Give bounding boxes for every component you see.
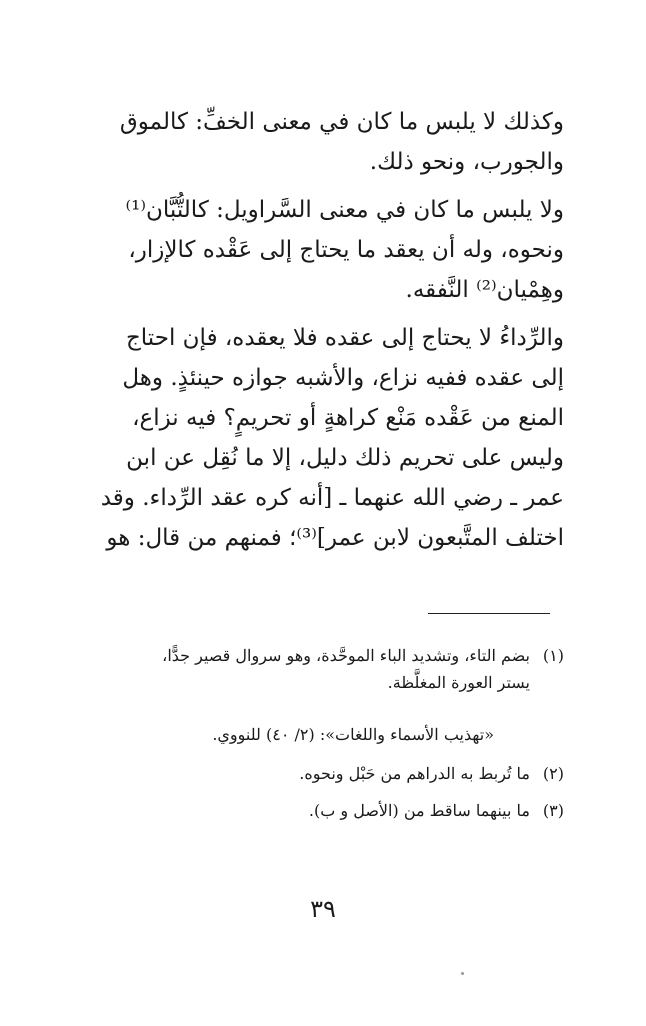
- paragraph-2: [104, 190, 564, 310]
- paragraph-1: [104, 102, 564, 182]
- text-line: ولا يلبس ما كان في معنى السَّراويل: كالتُّبَّان⁽¹⁾: [125, 197, 564, 223]
- footnote-2: [104, 760, 564, 787]
- text-line: المنع من عَقْده مَنْع كراهةٍ أو تحريمٍ؟ فيه نزاع،: [132, 405, 564, 431]
- text-line: وليس على تحريم ذلك دليل، إلا ما نُقِل عن ابن: [126, 445, 564, 471]
- text-line: وكذلك لا يلبس ما كان في معنى الخفِّ: كالموق: [119, 109, 564, 135]
- footnote-divider: [428, 613, 550, 614]
- print-speck: [461, 972, 464, 975]
- footnote-text: ما بينهما ساقط من (الأصل و ب).: [308, 801, 530, 820]
- footnote-number: (١): [542, 646, 564, 665]
- text-line: والجورب، ونحو ذلك.: [369, 149, 564, 175]
- text-line: والرِّداءُ لا يحتاج إلى عقده فلا يعقده، فإن احتاج: [125, 325, 564, 351]
- footnote-1: [104, 642, 564, 696]
- footnote-line: بضم التاء، وتشديد الباء الموحَّدة، وهو سروال قصير جدًّا،: [162, 646, 530, 665]
- footnote-line: يستر العورة المغلَّظة.: [387, 673, 530, 692]
- footnote-text: [104, 642, 530, 696]
- paragraph-3: [100, 318, 564, 558]
- text-line: وهِمْيان⁽²⁾ النَّفقه.: [405, 277, 564, 303]
- footnote-source: «تهذيب الأسماء واللغات»: (٢/ ٤٠) للنووي.: [212, 725, 494, 744]
- text-line: اختلف المتَّبعون لابن عمر]⁽³⁾؛ فمنهم من قال: هو: [106, 525, 564, 551]
- text-line: ونحوه، وله أن يعقد ما يحتاج إلى عَقْده كالإزار،: [128, 237, 564, 263]
- footnote-number: (٣): [542, 801, 564, 820]
- footnote-text: ما تُربط به الدراهم من حَبْل ونحوه.: [299, 764, 530, 783]
- page-number: ٣٩: [310, 895, 336, 923]
- text-line: إلى عقده ففيه نزاع، والأشبه جوازه حينئذٍ. وهل: [122, 365, 564, 391]
- text-line: عمر ـ رضي الله عنهما ـ [أنه كره عقد الرِّداء. وقد: [100, 485, 564, 511]
- footnote-3: [104, 797, 564, 824]
- footnote-number: (٢): [542, 764, 564, 783]
